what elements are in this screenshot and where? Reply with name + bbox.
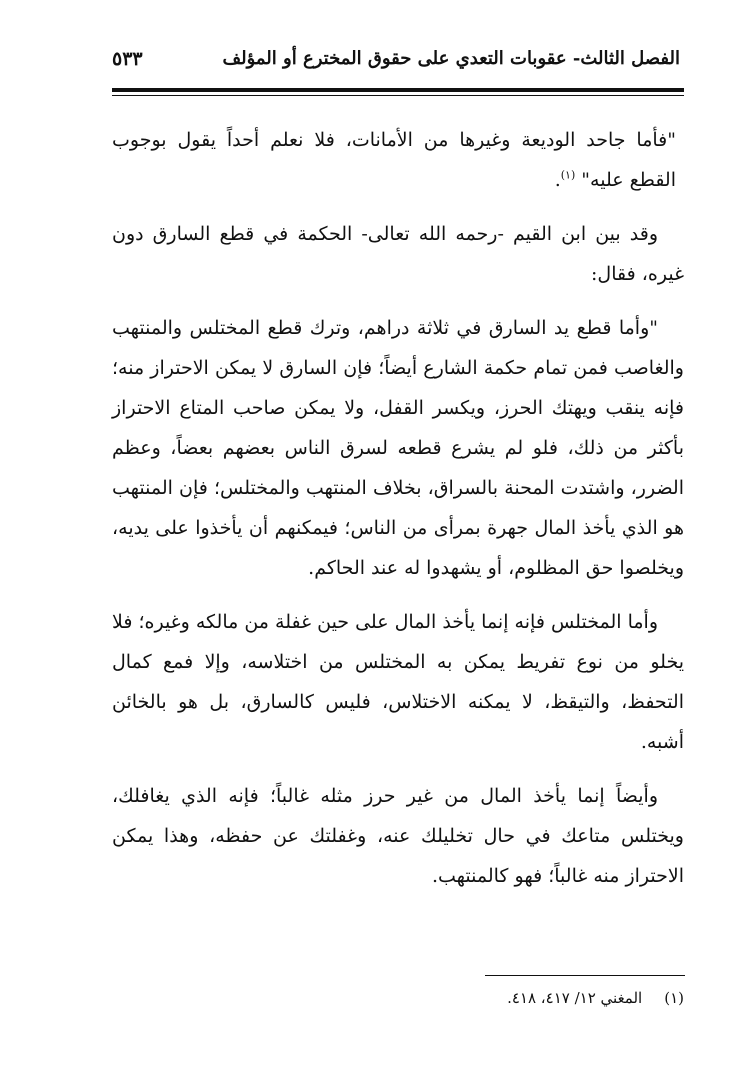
- paragraph-5: [112, 776, 684, 896]
- paragraph-text: وأيضاً إنما يأخذ المال من غير حرز مثله غالباً؛ فإنه الذي يغافلك، ويختلس متاعك في حال تخليلك عنه، وغفلتك عن حفظه، وهذا يمكن الاحتراز منه غالباً؛ فهو كالمنتهب.: [112, 785, 684, 887]
- paragraph-text: وقد بين ابن القيم -رحمه الله تعالى- الحكمة في قطع السارق دون غيره، فقال:: [112, 223, 684, 285]
- page-number: ٥٣٣: [112, 48, 143, 70]
- footnote-number: (١): [664, 989, 684, 1007]
- paragraph-3: [112, 308, 684, 588]
- paragraph-2: [112, 214, 684, 294]
- main-text: [112, 120, 684, 910]
- footnote: [300, 986, 684, 1010]
- paragraph-text: "وأما قطع يد السارق في ثلاثة دراهم، وترك قطع المختلس والمنتهب والغاصب فمن تمام حكمة الشارع أيضاً؛ فإن السارق لا يمكن الاحتراز منه؛ فإنه ينقب ويهتك الحرز، ويكسر القفل، ولا يمكن صاحب المتاع الاحتراز بأكثر من ذلك، فلو لم يشرع قطعه لسرق الناس بعضهم بعضاً، وعظم الضرر، واشتدت المحنة بالسراق، بخلاف المنتهب والمختلس؛ فإن المنتهب هو الذي يأخذ المال جهرة بمرأى من الناس؛ فيمكنهم أن يأخذوا على يديه، ويخلصوا حق المظلوم، أو يشهدوا له عند الحاكم.: [112, 317, 684, 579]
- footnote-text: المغني ١٢/ ٤١٧، ٤١٨.: [507, 989, 643, 1007]
- footnote-ref[interactable]: (١): [560, 168, 576, 182]
- header-rule-thick: [112, 88, 684, 92]
- paragraph-1: "فأما جاحد الوديعة وغيرها من الأمانات، فلا نعلم أحداً يقول بوجوب القطع عليه" $^{(١)}$.: [112, 129, 676, 191]
- footnote-separator: [485, 975, 685, 976]
- header-rule-thin: [112, 95, 684, 96]
- paragraph-4: [112, 602, 684, 762]
- running-header: [112, 44, 680, 84]
- paragraph-text: "فأما جاحد الوديعة وغيرها من الأمانات، فلا نعلم أحداً يقول بوجوب القطع عليه": [112, 129, 676, 191]
- paragraph-text: وأما المختلس فإنه إنما يأخذ المال على حين غفلة من مالكه وغيره؛ فلا يخلو من نوع تفريط يمكن به المختلس من اختلاسه، وإلا فمع كمال التحفظ، والتيقظ، لا يمكنه الاختلاس، فليس كالسارق، بل هو بالخائن أشبه.: [112, 611, 684, 753]
- chapter-title: الفصل الثالث- عقوبات التعدي على حقوق المخترع أو المؤلف: [222, 48, 680, 69]
